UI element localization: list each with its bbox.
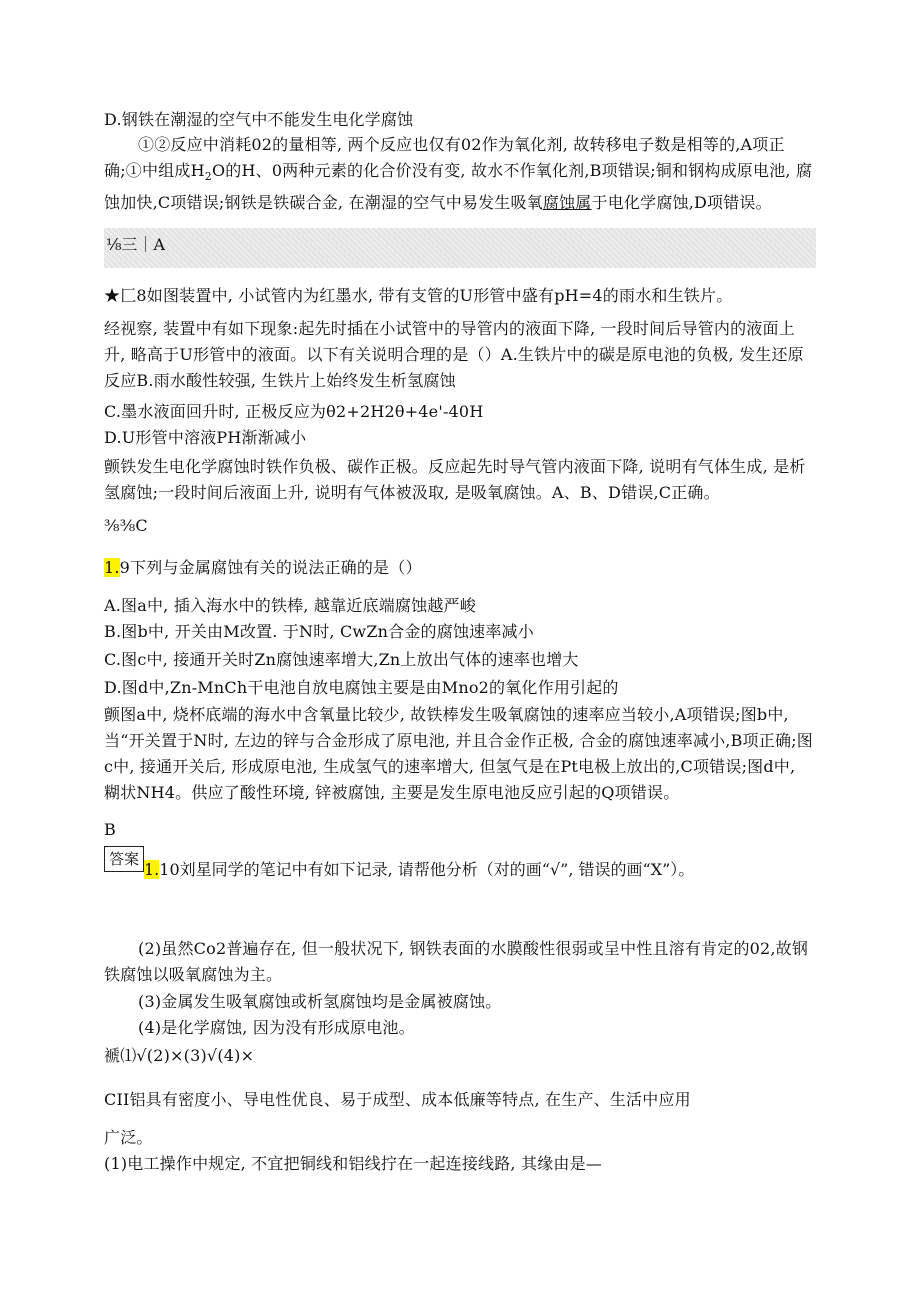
question-8-option-c: C.墨水液面回升时, 正极反应为θ2+2H2θ+4e'-40H [104, 402, 484, 421]
question-10-item-2: (2)虽然Co2普遍存在, 但一般状况下, 钢铁表面的水膜酸性很弱或呈中性且溶有肯定的02,故钢铁腐蚀以吸氧腐蚀为主。 [104, 939, 809, 984]
explanation-q7-part1: ①②反应中消耗02的量相等, 两个反应也仅有02作为氧化剂, 故转移电子数是相等的,A项正确;①中组成H [104, 135, 785, 180]
question-9-stem [104, 556, 824, 580]
question-10-item-4: (4)是化学腐蚀, 因为没有形成原电池。 [138, 1018, 415, 1037]
question-10-stem-text: 10刘星同学的笔记中有如下记录, 请帮他分析（对的画“√”, 错误的画“X”）。 [159, 860, 695, 879]
explanation-q7-part2: O的H、0两种元素的化合价没有变, 故水不作氧化剂,B项错误;铜和钢构成原电池, 腐蚀加快,C项错误;钢铁是铁碳合金, 在潮湿的空气中易发生吸氧 [104, 161, 813, 213]
question-9-explanation: 颤图a中, 烧杯底端的海水中含氧量比较少, 故铁棒发生吸氧腐蚀的速率应当较小,A项错误;图b中, 当“开关置于N时, 左边的锌与合金形成了原电池, 并且合金作正极, 合金的腐蚀速率减小,B项正确;图c中, 接通开关后, 形成原电池, 生成氢气的速率增大, 但氢气是在Pt电极上放出的,C项错误;图d中, 糊状NH4。供应了酸性环境, 锌被腐蚀, 主要是发生原电池反应引起的Q项错误。 [104, 705, 813, 802]
question-8-answer: ⅜⅜C [104, 516, 148, 535]
question-9-option-a: A.图a中, 插入海水中的铁棒, 越靠近底端腐蚀越严峻 [104, 596, 476, 615]
question-8-stem: ★匚8如图装置中, 小试管内为红墨水, 带有支管的U形管中盛有pH=4的雨水和生铁片。 [104, 286, 733, 305]
question-9-option-d: D.图d中,Zn-MnCh干电池自放电腐蚀主要是由Mno2的氧化作用引起的 [104, 678, 619, 697]
question-9-answer: B [104, 820, 116, 839]
answer-band-label: ⅛三｜A [106, 235, 166, 254]
question-8-explanation: 颤铁发生电化学腐蚀时铁作负极、碳作正极。反应起先时导气管内液面下降, 说明有气体生成, 是析氢腐蚀;一段时间后液面上升, 说明有气体被汲取, 是吸氧腐蚀。A、B、D错误,C正确。 [104, 457, 806, 502]
question-11-stem: CII铝具有密度小、导电性优良、易于成型、成本低廉等特点, 在生产、生活中应用 [104, 1090, 691, 1109]
answer-band [104, 228, 816, 268]
explanation-q7-part3: 于电化学腐蚀,D项错误。 [591, 193, 772, 213]
question-10-stem [144, 858, 694, 882]
question-9-option-c: C.图c中, 接通开关时Zn腐蚀速率增大,Zn上放出气体的速率也增大 [104, 650, 579, 669]
question-11-stem-continued: 广泛。 [104, 1128, 153, 1147]
question-9-number: 1. [104, 558, 120, 577]
question-9-stem-text: 9下列与金属腐蚀有关的说法正确的是（） [119, 558, 422, 577]
question-10-number: 1. [144, 860, 160, 879]
question-8-body: 经视察, 装置中有如下现象:起先时插在小试管中的导管内的液面下降, 一段时间后导管内的液面上升, 略高于U形管中的液面。以下有关说明合理的是（）A.生铁片中的碳是原电池的负极, 发生还原反应B.雨水酸性较强, 生铁片上始终发生析氢腐蚀 [104, 319, 804, 390]
question-10-answer: 褫⑴√(2)×(3)√(4)× [104, 1046, 255, 1065]
question-8-option-d: D.U形管中溶液PH渐渐减小 [104, 428, 307, 447]
option-d-steel: D.钢铁在潮湿的空气中不能发生电化学腐蚀 [104, 110, 414, 129]
question-9-option-b: B.图b中, 开关由M改置. 于N时, CwZn合金的腐蚀速率减小 [104, 622, 534, 641]
question-11-item-1: (1)电工操作中规定, 不宜把铜线和铝线拧在一起连接线路, 其缘由是— [104, 1154, 603, 1173]
question-10-item-3: (3)金属发生吸氧腐蚀或析氢腐蚀均是金属被腐蚀。 [138, 992, 502, 1011]
explanation-q7-underlined: 腐蚀属 [542, 193, 592, 213]
explanation-q7-sub: 2 [204, 170, 212, 184]
explanation-q7 [104, 132, 816, 216]
answer-tag: 答案 [104, 846, 144, 872]
